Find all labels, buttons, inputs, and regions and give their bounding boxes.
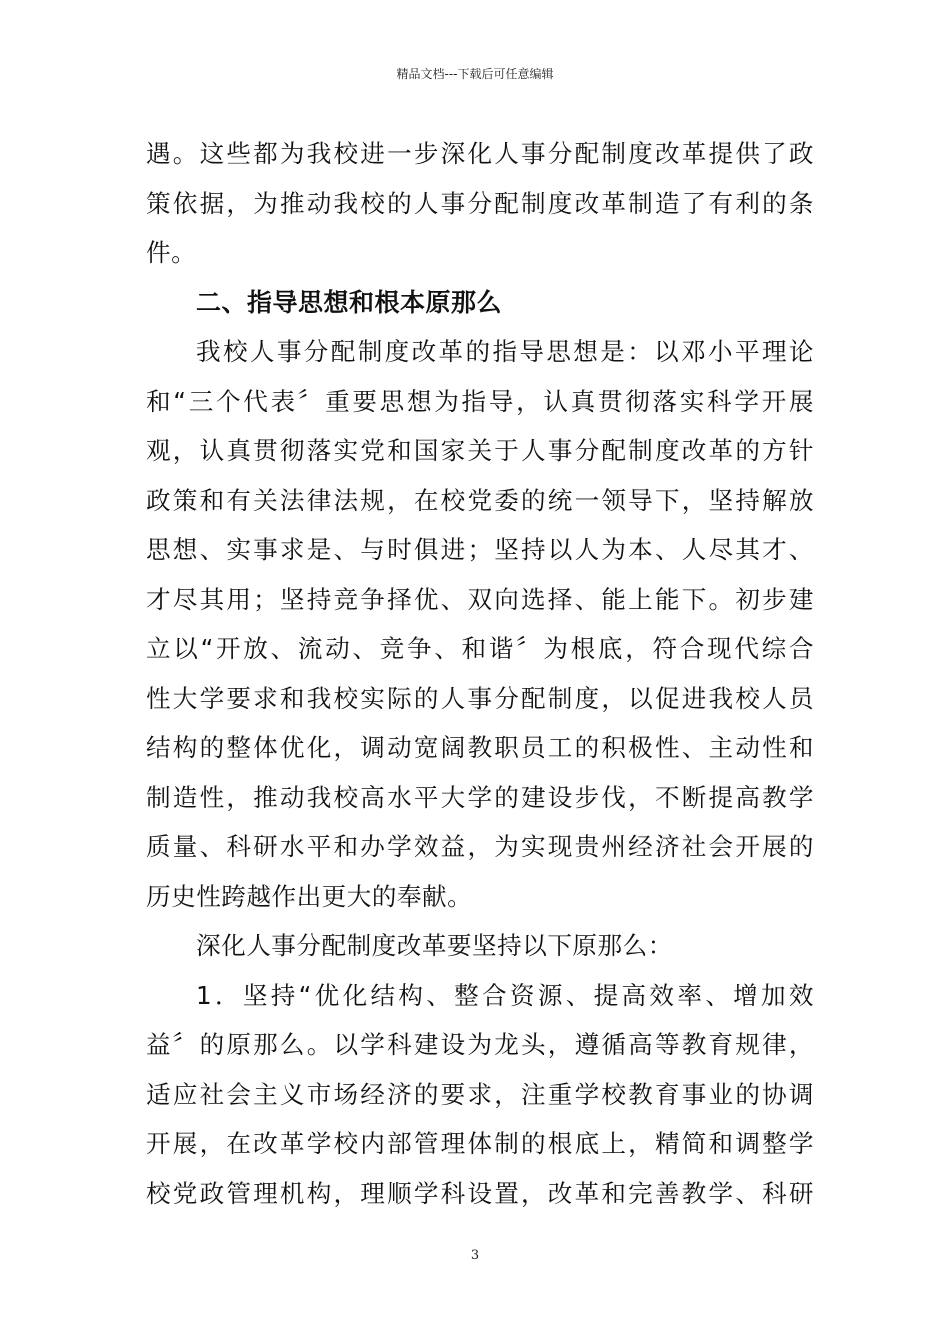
paragraph-line: 开展，在改革学校内部管理体制的根底上，精简和调整学 [146,1129,814,1158]
paragraph-line: 件。 [146,238,197,267]
paragraph-line: 益〞的原那么。以学科建设为龙头，遵循高等教育规律， [146,1030,814,1059]
paragraph-line: 1．坚持“优化结构、整合资源、提高效率、增加效 [196,980,814,1010]
paragraph-line: 和“三个代表〞重要思想为指导，认真贯彻落实科学开展 [146,386,814,416]
paragraph-line: 历史性跨越作出更大的奉献。 [146,881,473,911]
paragraph-line: 政策和有关法律法规，在校党委的统一领导下，坚持解放 [146,485,814,515]
paragraph-line: 我校人事分配制度改革的指导思想是：以邓小平理论 [196,337,814,366]
page-header: 精品文档---下载后可任意编辑 [396,67,554,81]
paragraph-line: 观，认真贯彻落实党和国家关于人事分配制度改革的方针 [146,436,814,465]
paragraph-line: 制造性，推动我校高水平大学的建设步伐，不断提高教学 [146,782,814,812]
paragraph-line: 校党政管理机构，理顺学科设置，改革和完善教学、科研 [146,1178,814,1208]
document-body [146,129,814,1218]
paragraph-line: 深化人事分配制度改革要坚持以下原那么： [196,931,673,960]
paragraph-line: 结构的整体优化，调动宽阔教职员工的积极性、主动性和 [146,733,814,762]
page-number: 3 [470,1248,480,1263]
paragraph-line: 质量、科研水平和办学效益，为实现贵州经济社会开展的 [146,832,814,861]
paragraph-line: 立以“开放、流动、竞争、和谐〞为根底，符合现代综合 [146,634,814,663]
paragraph-line: 思想、实事求是、与时俱进；坚持以人为本、人尽其才、 [146,535,814,564]
paragraph-line: 遇。这些都为我校进一步深化人事分配制度改革提供了政 [146,139,814,168]
paragraph-line: 适应社会主义市场经济的要求，注重学校教育事业的协调 [146,1079,814,1109]
paragraph-line: 性大学要求和我校实际的人事分配制度，以促进我校人员 [146,683,814,713]
paragraph-line: 策依据，为推动我校的人事分配制度改革制造了有利的条 [146,188,814,218]
paragraph-line: 才尽其用；坚持竞争择优、双向选择、能上能下。初步建 [146,584,814,614]
section-heading: 二、指导思想和根本原那么 [196,287,503,317]
